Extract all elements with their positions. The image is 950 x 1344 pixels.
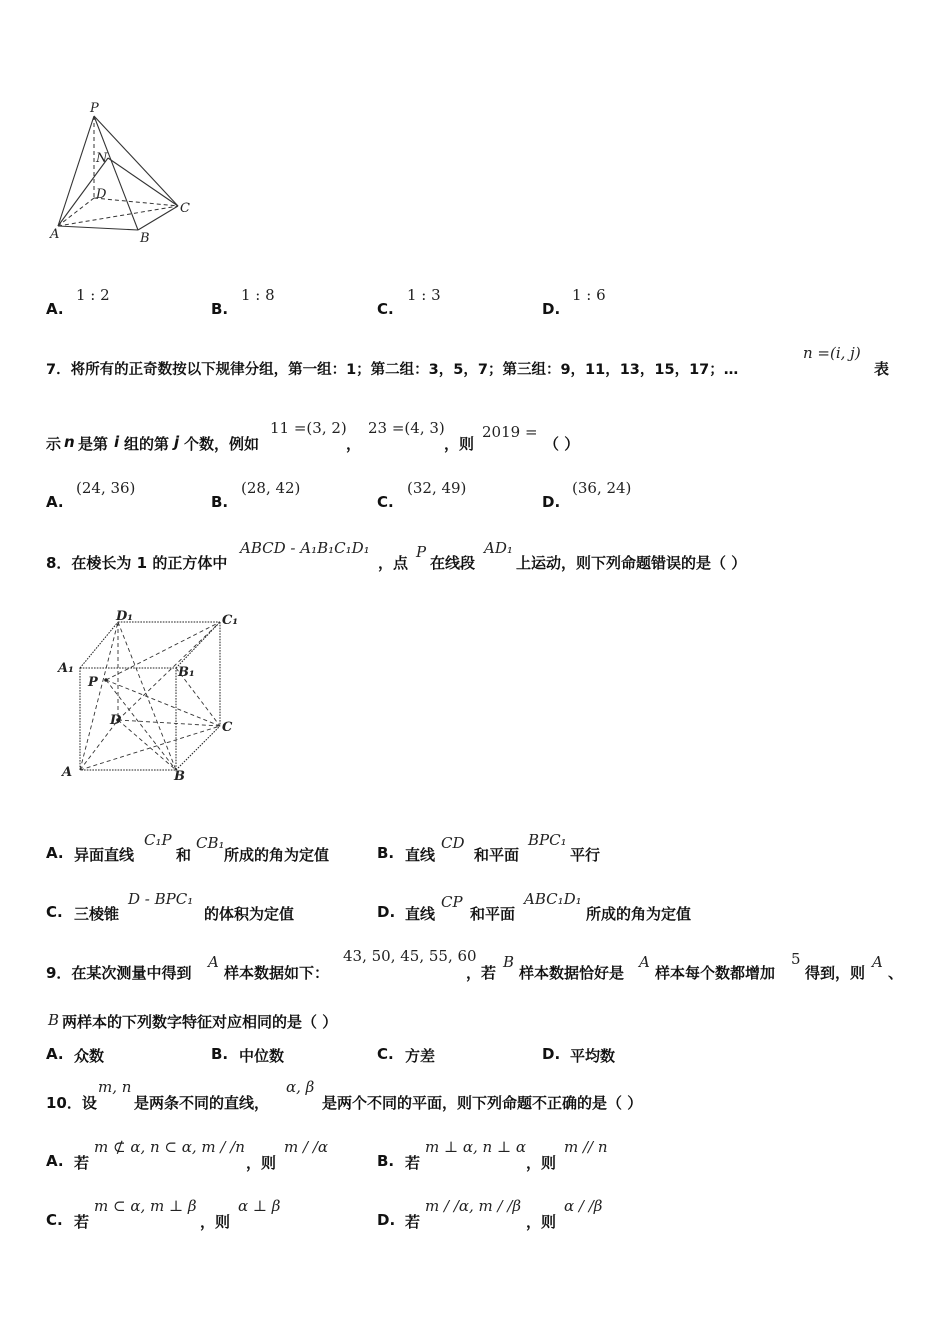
label-B: B (140, 231, 150, 246)
q9-option-b-value: 中位数 (239, 1047, 285, 1065)
q8-math-cube: ABCD - A₁B₁C₁D₁ (240, 539, 370, 557)
q8-text-3: 在线段 (430, 554, 476, 572)
q9-option-c-value: 方差 (405, 1047, 436, 1065)
q6-option-a-value: 1 : 2 (76, 286, 110, 304)
q10-option-d-letter[interactable]: D. (377, 1211, 396, 1229)
q9-math-b2: B (48, 1011, 60, 1029)
q9-option-a-letter[interactable]: A. (46, 1045, 64, 1063)
q9-text-3: ，若 (466, 964, 497, 982)
q7-math-2019: 2019 = (482, 423, 538, 441)
q10-option-a-t1: 若 (74, 1154, 90, 1172)
q9-math-a2: A (639, 953, 650, 971)
q10-text-3: 是两个不同的平面，则下列命题不正确的是（ ） (322, 1094, 643, 1112)
q6-option-b-value: 1 : 8 (241, 286, 275, 304)
q6-option-b-letter[interactable]: B. (211, 300, 229, 318)
q8-option-a-t1: 异面直线 (74, 846, 135, 864)
q7-line2-b: 是第 (78, 435, 109, 453)
q8-option-a-t2: 和 (176, 846, 192, 864)
q8-option-a-m2: CB₁ (196, 834, 225, 852)
q9-text-6: 得到，则 (805, 964, 866, 982)
q7-line2-n: n (64, 433, 75, 451)
label-B1: B₁ (178, 665, 195, 680)
q9-text-4: 样本数据恰好是 (519, 964, 625, 982)
q10-option-b-m2: m // n (564, 1138, 608, 1156)
q8-option-b-m2: BPC₁ (528, 831, 567, 849)
q6-option-d-value: 1 : 6 (572, 286, 606, 304)
label-D-cube: D (110, 713, 122, 728)
q7-paren: （ ） (544, 435, 580, 453)
pyramid-figure (44, 98, 204, 248)
q8-option-d-letter[interactable]: D. (377, 903, 396, 921)
q10-option-d-t1: 若 (405, 1213, 421, 1231)
q7-line2-j: j (174, 433, 180, 451)
q7-option-d-value: (36, 24) (572, 479, 632, 497)
q8-math-ad1: AD₁ (484, 539, 513, 557)
q10-math-mn: m, n (98, 1078, 132, 1096)
q8-option-d-t1: 直线 (405, 905, 436, 923)
q8-text-2: ，点 (378, 554, 409, 572)
q9-math-b: B (503, 953, 515, 971)
q9-math-a: A (208, 953, 219, 971)
q10-math-ab: α, β (286, 1078, 315, 1096)
q9-math-a3: A (872, 953, 883, 971)
q7-option-b-letter[interactable]: B. (211, 493, 229, 511)
q9-text-8: 两样本的下列数字特征对应相同的是（ ） (62, 1013, 338, 1031)
q10-option-c-t1: 若 (74, 1213, 90, 1231)
label-B-cube: B (174, 769, 185, 784)
q7-line2-a: 示 (46, 435, 62, 453)
q7-line2-c: 组的第 (124, 435, 170, 453)
q8-option-b-letter[interactable]: B. (377, 844, 395, 862)
q8-option-b-t1: 直线 (405, 846, 436, 864)
q7-option-c-value: (32, 49) (407, 479, 467, 497)
q10-option-c-m1: m ⊂ α, m ⊥ β (94, 1197, 197, 1215)
q8-option-a-letter[interactable]: A. (46, 844, 64, 862)
q6-option-c-value: 1 : 3 (407, 286, 441, 304)
q9-option-c-letter[interactable]: C. (377, 1045, 394, 1063)
q8-option-d-t3: 所成的角为定值 (586, 905, 692, 923)
q9-text-1: 9．在某次测量中得到 (46, 964, 192, 982)
q10-option-c-m2: α ⊥ β (238, 1197, 281, 1215)
q10-text-2: 是两条不同的直线， (134, 1094, 270, 1112)
q7-math-n: n =(i, j) (803, 344, 861, 362)
label-C-cube: C (222, 720, 233, 735)
label-P: P (90, 101, 99, 116)
q9-option-b-letter[interactable]: B. (211, 1045, 229, 1063)
q7-line2-i: i (114, 433, 120, 451)
q9-option-d-letter[interactable]: D. (542, 1045, 561, 1063)
q10-option-b-t1: 若 (405, 1154, 421, 1172)
label-C1: C₁ (222, 613, 239, 628)
q10-option-c-letter[interactable]: C. (46, 1211, 63, 1229)
q7-math-example-1: 11 =(3, 2) (270, 419, 347, 437)
q9-text-2: 样本数据如下： (224, 964, 330, 982)
label-D: D (96, 187, 107, 202)
q6-option-a-letter[interactable]: A. (46, 300, 64, 318)
q7-text-1: 7．将所有的正奇数按以下规律分组，第一组：1；第二组：3，5，7；第三组：9，11，13，15，17；… (46, 362, 739, 378)
q10-text-1: 10．设 (46, 1094, 97, 1112)
q9-math-data: 43, 50, 45, 55, 60 (343, 947, 477, 965)
q10-option-b-t2: ，则 (526, 1154, 557, 1172)
q7-option-d-letter[interactable]: D. (542, 493, 561, 511)
label-C: C (180, 201, 190, 216)
q10-option-d-m1: m / /α, m / /β (425, 1197, 522, 1215)
q7-math-example-2: 23 =(4, 3) (368, 419, 445, 437)
q9-option-a-value: 众数 (74, 1047, 105, 1065)
q6-option-c-letter[interactable]: C. (377, 300, 394, 318)
q8-option-c-t2: 的体积为定值 (204, 905, 295, 923)
q7-option-a-letter[interactable]: A. (46, 493, 64, 511)
q7-sep: ， (346, 435, 362, 453)
q9-option-d-value: 平均数 (570, 1047, 616, 1065)
q7-option-a-value: (24, 36) (76, 479, 136, 497)
q10-option-a-m1: m ⊄ α, n ⊂ α, m / /n (94, 1138, 245, 1156)
q6-option-d-letter[interactable]: D. (542, 300, 561, 318)
label-N: N (96, 151, 108, 166)
label-A1: A₁ (58, 661, 74, 676)
q8-option-d-t2: 和平面 (470, 905, 516, 923)
q8-option-b-m1: CD (441, 834, 465, 852)
q10-option-c-t2: ，则 (200, 1213, 231, 1231)
label-A: A (50, 227, 60, 242)
label-P-cube: P (88, 675, 98, 690)
q10-option-a-letter[interactable]: A. (46, 1152, 64, 1170)
q8-option-d-m2: ABC₁D₁ (524, 890, 582, 908)
q10-option-a-t2: ，则 (246, 1154, 277, 1172)
q7-text-end: 表 (874, 360, 890, 378)
label-A-cube: A (62, 765, 73, 780)
q10-option-a-m2: m / /α (284, 1138, 328, 1156)
q7-option-b-value: (28, 42) (241, 479, 301, 497)
q8-option-d-m1: CP (441, 893, 463, 911)
q8-option-c-m1: D - BPC₁ (128, 890, 194, 908)
q8-option-a-t3: 所成的角为定值 (224, 846, 330, 864)
q8-text-1: 8．在棱长为 1 的正方体中 (46, 554, 228, 572)
q10-option-b-m1: m ⊥ α, n ⊥ α (425, 1138, 526, 1156)
q9-text-7: 、 (888, 964, 904, 982)
label-D1: D₁ (116, 609, 133, 624)
q9-math-5: 5 (791, 950, 801, 968)
q8-text-4: 上运动，则下列命题错误的是（ ） (516, 554, 747, 572)
q7-line2-d: 个数，例如 (184, 435, 260, 453)
q7-then: ，则 (444, 435, 475, 453)
q8-option-b-t3: 平行 (570, 846, 601, 864)
q8-option-c-letter[interactable]: C. (46, 903, 63, 921)
q8-option-c-t1: 三棱锥 (74, 905, 120, 923)
q7-option-c-letter[interactable]: C. (377, 493, 394, 511)
q10-option-b-letter[interactable]: B. (377, 1152, 395, 1170)
q10-option-d-t2: ，则 (526, 1213, 557, 1231)
q9-text-5: 样本每个数都增加 (655, 964, 776, 982)
cube-figure (56, 600, 246, 785)
q8-option-a-m1: C₁P (144, 831, 172, 849)
q8-option-b-t2: 和平面 (474, 846, 520, 864)
q10-option-d-m2: α / /β (564, 1197, 603, 1215)
q8-math-p: P (416, 543, 427, 561)
